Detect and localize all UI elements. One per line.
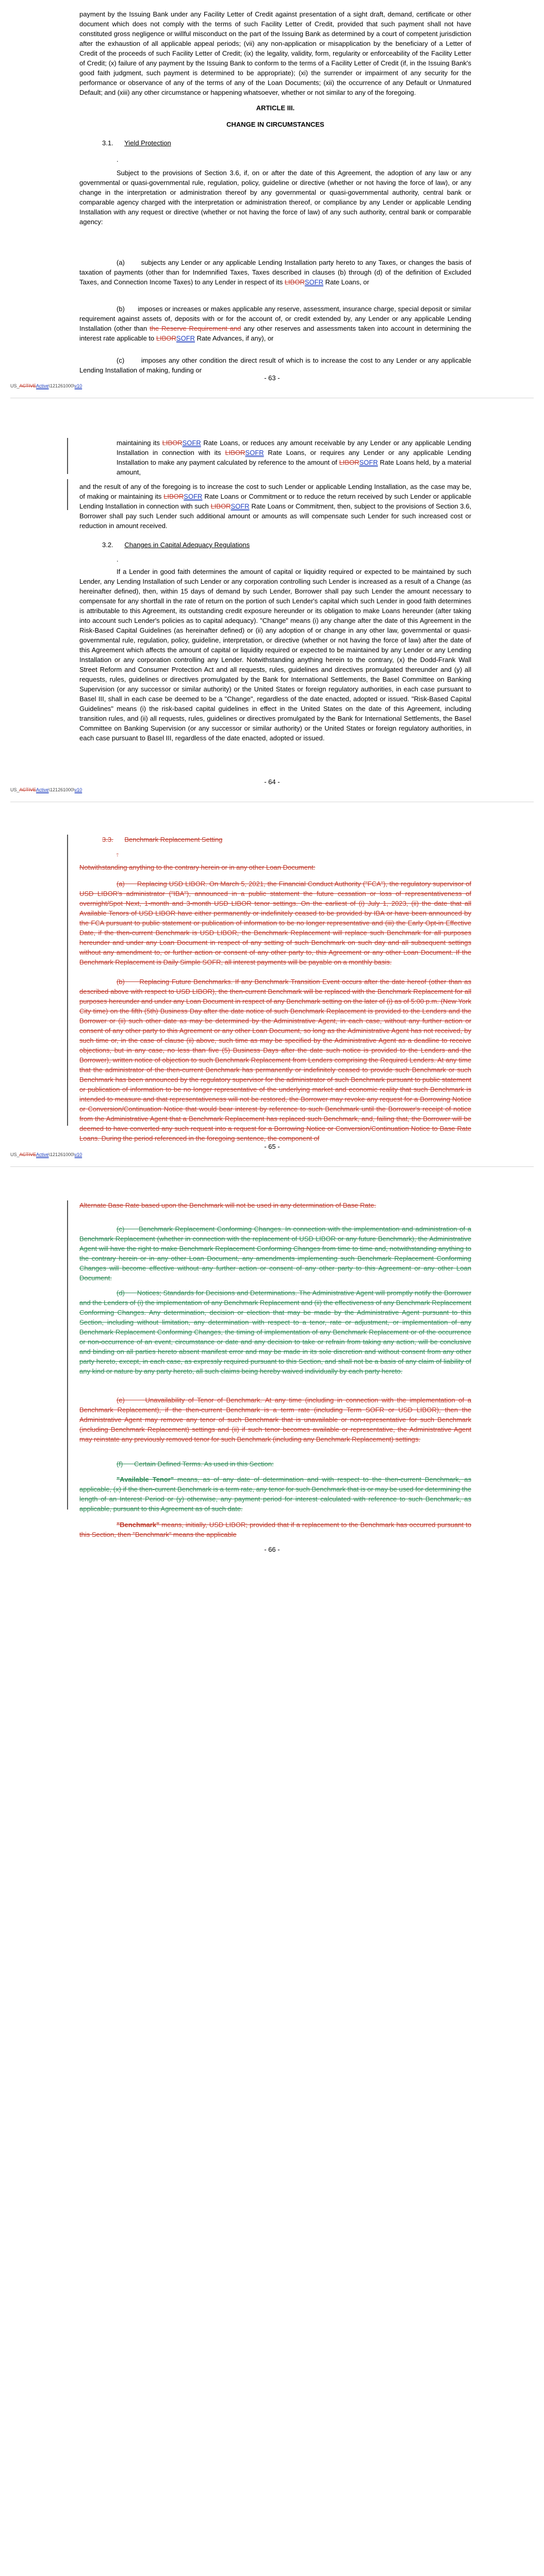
page63-intro: payment by the Issuing Bank under any Facility Letter of Credit against presentation of a sight draft, demand, certificate or other document which does not comply with the terms of such Facility Letter of Credit, provided that such payment shall not have constituted gross negligence or willful misconduct on the part of the Issuing Bank as determined by a court of competent jurisdiction after the exhaustion of all applicable appeal periods; (vii) any non-application or misapplication by the beneficiary of a Letter of Credit of the proceeds of such Facility Letter of Credit; (ix) the legality, validity, form, regularity or enforceability of the Facility Letter of Credit; (x) failure of any payment by the Issuing Bank to conform to the terms of a Facility Letter of Credit (if, in the Issuing Bank's good faith judgment, such payment is determined to be appropriate); (xi) the surrender or impairment of any security for the performance or observance of any of the terms of any of the Loan Documents; (xii) the occurrence of any Default or Unmatured Default; and (xiii) any other circumstance or happening whatsoever, whether or not similar to any of the foregoing.	[79, 10, 471, 96]
clause-3-3-e: (e) Unavailability of Tenor of Benchmark. At any time (including in connection with the implementation of a Benchmark Replacement), if the then-current Benchmark is a term rate (including Term SOFR or USD LIBOR), then the Administrative Agent may remove any tenor of such Benchmark that is unavailable or non-representative for such Benchmark (including Benchmark Replacement) settings and (ii) if such tenor becomes available or representative, the Administrative Agent may reinstate any previously removed tenor for such Benchmark (including any Benchmark Replacement) settings.	[79, 1396, 471, 1443]
article-heading: ARTICLE III.	[256, 104, 295, 112]
clause-3-3-a: (a) Replacing USD LIBOR. On March 5, 2021, the Financial Conduct Authority ("FCA"), the regulatory supervisor of USD LIBOR's administrator ("IBA"), announced in a public statement the future cessation or loss of representativeness of overnight/Spot Next, 1-month and 3-month USD LIBOR tenor settings. On the earliest of (i) July 1, 2023, (ii) the date that all Available Tenors of USD LIBOR have either permanently or indefinitely ceased to be provided by IBA or have been announced by the FCA pursuant to public statement or publication of information to be no longer representative and (iii) the Early Opt-in Effective Date, if the then-current Benchmark is USD LIBOR, the Benchmark Replacement will replace such Benchmark for all purposes hereunder and under any Loan Document in respect of any setting of such Benchmark on such day and all subsequent settings without any amendment to, or further action or consent of any other party to, this Agreement or any other Loan Document. If the Benchmark Replacement is Daily Simple SOFR, all interest payments will be payable on a monthly basis.	[79, 880, 472, 966]
article-title: CHANGE IN CIRCUMSTANCES	[226, 121, 324, 128]
clause-label: (b)	[117, 305, 125, 313]
deleted-libor: LIBOR	[284, 278, 305, 286]
section-3-1-body: Subject to the provisions of Section 3.6, if, on or after the date of this Agreement, the adoption of any law or any governmental or quasi-governmental rule, regulation, policy, guideline or directive (whether or not having the force of law), or any change in the interpretation or administration thereof by any governmental or quasi-governmental authority, central bank or comparable agency charged with the interpretation or administration thereof, or compliance by any Lender or applicable Lending Installation with any request or directive (whether or not having the force of law) of any such authority, central bank or comparable agency:	[79, 169, 471, 226]
definition-available-tenor: "Available Tenor" means, as of any date of determination and with respect to the then-current Benchmark, as applicable, (x) if the then-current Benchmark is a term rate, any tenor for such Benchmark that is or may be used for determining the length of an Interest Period or (y) otherwise, any payment period for interest calculated with reference to such Benchmark, as applicable, pursuant to this Agreement as of such date.	[79, 1476, 471, 1513]
clause-3-3-b: (b) Replacing Future Benchmarks. If any Benchmark Transition Event occurs after the date hereof (other than as described above with respect to USD LIBOR), the then-current Benchmark will be replaced with the Benchmark Replacement for all purposes hereunder and under any Loan Document in respect of any Benchmark setting on the later of (i) as of 5:00 p.m. (New York City time) on the fifth (5th) Business Day after the date notice of such Benchmark Replacement is provided to the Lenders and the Borrower or (ii) such other date as may be determined by the Administrative Agent, in each case, without any further action or consent of any other party to this Agreement or any other Loan Document, so long as the Administrative Agent has not received, by such time or, in the case of clause (ii) above, such time as may be specified by the Administrative Agent as a deadline to receive objections, but in any case, no less than five (5) Business Days after the date such notice is provided to the Lenders and the Borrower), written notice of objection to such Benchmark Replacement from Lenders comprising the Required Lenders. At any time that the administrator of the then-current Benchmark has permanently or indefinitely ceased to provide such Benchmark or such Benchmark has been announced by the regulatory supervisor for the administrator of such Benchmark pursuant to public statement or publication of information to be no longer representative of the underlying market and economic reality that such Benchmark is intended to measure and that representativeness will not be restored, the Borrower may revoke any request for a Borrowing Notice or Conversion/Continuation Notice that would bear interest by reference to such Benchmark until the Borrower's receipt of notice from the Administrative Agent that a Benchmark Replacement has replaced such Benchmark, and, failing that, the Borrower will be deemed to have converted any such request into a request for a Borrowing Notice or Conversion/Continuation Notice to Base Rate Loans. During the period referenced in the foregoing sentence, the component of	[79, 978, 471, 1142]
clause-label: (a)	[117, 259, 125, 266]
page-number: - 63 -	[264, 374, 280, 382]
document-id: US_ACTIVEActive\121261000\v10	[10, 787, 83, 792]
change-bar	[67, 835, 68, 1126]
clause-a: (a) subjects any Lender or any applicable Lending Installation party hereto to any Taxes, or changes the basis of taxation of payments (other than for Indemnified Taxes, Taxes described in clauses (b) through (d) of the definition of Excluded Taxes, and Connection Income Taxes) to any Lender in respect of its LIBORSOFR Rate Loans, or	[79, 259, 471, 286]
deleted-libor: LIBOR	[156, 334, 176, 342]
deleted-text: the Reserve Requirement and	[150, 325, 241, 332]
inserted-sofr: SOFR	[176, 334, 195, 342]
page-number: - 66 -	[264, 1546, 280, 1553]
clause-label: (c)	[117, 357, 125, 364]
section-3-1-tail: and the result of any of the foregoing is to increase the cost to such Lender or applicable Lending Installation, as the case may be, of making or maintaining its LIBORSOFR Rate Loans or Commitment or to reduce the return received by such Lender or applicable Lending Installation in connection with such LIBORSOFR Rate Loans or Commitment, then, subject to the provisions of Section 3.6, Borrower shall pay such Lender such additional amount or amounts as will compensate such Lender for such increased cost or reduction in amount received.	[79, 483, 471, 530]
section-3-2-heading: 3.2. Changes in Capital Adequacy Regulations	[102, 541, 250, 549]
section-title: Yield Protection	[124, 139, 171, 147]
section-3-3-lead: Notwithstanding anything to the contrary herein or in any other Loan Document:	[79, 863, 316, 871]
inserted-sofr: SOFR	[304, 278, 324, 286]
section-number: 3.1.	[102, 139, 113, 147]
clause-b: (b) imposes or increases or makes applicable any reserve, assessment, insurance charge, special deposit or similar requirement against assets of, deposits with or for the account of, or credit extended by, any Lender or any applicable Lending Installation (other than the Reserve Requirement and any other reserves and assessments taken into account in determining the interest rate applicable to LIBORSOFR Rate Advances, if any), or	[79, 305, 471, 342]
clause-3-3-f: (f) Certain Defined Terms. As used in this Section:	[117, 1460, 274, 1468]
continued-clause-c: maintaining its LIBORSOFR Rate Loans, or reduces any amount receivable by any Lender or any applicable Lending Installation in connection with its LIBORSOFR Rate Loans, or requires any Lender or any applicable Lending Installation to make any payment calculated by reference to the amount of LIBORSOFR Rate Loans held, by a material amount,	[117, 439, 472, 476]
change-bar	[67, 438, 68, 474]
change-bar	[67, 479, 68, 510]
definition-benchmark: "Benchmark" means, initially, USD LIBOR; provided that if a replacement to the Benchmark has occurred pursuant to this Section, then "Benchmark" means the applicable	[79, 1521, 471, 1538]
clause-c: (c) imposes any other condition the direct result of which is to increase the cost to any Lender or any applicable Lending Installation of making, funding or	[79, 357, 471, 374]
clause-3-3-c: (c) Benchmark Replacement Conforming Changes. In connection with the implementation and administration of a Benchmark Replacement (whether in connection with the replacement of USD LIBOR or any future Benchmark), the Administrative Agent will have the right to make Benchmark Replacement Conforming Changes from time to time and, notwithstanding anything to the contrary herein or in any other Loan Document, any amendments implementing such Benchmark Replacement Conforming Changes will become effective without any further action or consent of any other party to this Agreement or any other Loan Document.	[79, 1225, 471, 1282]
section-3-3-heading: 3.3. Benchmark Replacement Setting	[102, 836, 223, 843]
section-3-1-heading	[79, 138, 471, 148]
page-number: - 65 -	[264, 1143, 280, 1150]
document-id: US_ACTIVEActive\121261000\v10	[10, 383, 83, 388]
change-bar	[67, 1200, 68, 1510]
page-divider	[10, 1166, 534, 1167]
section-3-2-body: If a Lender in good faith determines the amount of capital or liquidity required or expected to be maintained by such Lender, any Lending Installation of such Lender or any corporation controlling such Lender is increased as a result of a Change (as hereinafter defined), then, within 15 days of demand by such Lender, Borrower shall pay such Lender the amount necessary to compensate for any shortfall in the rate of return on the portion of such Lender's capital which such Lender in good faith determines is attributable to this Agreement, its outstanding credit exposure hereunder or its obligation to make Loans hereunder (after taking into account such Lender's policies as to capital adequacy). "Change" means (i) any change after the date of this Agreement in the Risk-Based Capital Guidelines (as hereinafter defined) or (ii) any adoption of or change in any other law, governmental or quasi-governmental rule, regulation, policy, guideline, interpretation, or directive (whether or not having the force of law) after the date of this Agreement which affects the amount of capital or liquidity required or expected to be maintained by any Lender or any Lending Installation or any corporation controlling any Lender. Notwithstanding anything herein to the contrary, (x) the Dodd-Frank Wall Street Reform and Consumer Protection Act and all requests, rules, guidelines and directives promulgated thereunder and (y) all requests, rules, guidelines or directives promulgated by the Bank for International Settlements, the Basel Committee on Banking Supervision (or any successor or similar authority) or the United States or foreign regulatory authorities, in each case pursuant to Basel III, shall in each case be deemed to be a "Change", regardless of the date enacted, adopted or issued. "Risk-Based Capital Guidelines" means (i) the risk-based capital guidelines in effect in the United States on the date of this Agreement, including transition rules, and (ii) all requests, rules, guidelines or directives promulgated by the Bank for International Settlements, the Basel Committee on Banking Supervision (or any successor or similar authority) or the United States or foreign regulatory authorities, in each case pursuant to Basel III, regardless of the date enacted, adopted or issued.	[79, 568, 471, 742]
continued-text: Alternate Base Rate based upon the Benchmark will not be used in any determination of Base Rate.	[79, 1201, 376, 1209]
page-number: - 64 -	[264, 778, 280, 786]
clause-3-3-d: (d) Notices; Standards for Decisions and Determinations. The Administrative Agent will promptly notify the Borrower and the Lenders of (i) the implementation of any Benchmark Replacement and (ii) the effectiveness of any Benchmark Replacement Conforming Changes. Any determination, decision or election that may be made by the Administrative Agent pursuant to this Section, including without limitation, any determination with respect to a tenor, rate or adjustment, or implementation of any Benchmark Replacement Conforming Changes, the timing of implementation of any Benchmark Replacement or of the occurrence or non-occurrence of an event, circumstance or date and any decision to take or refrain from taking any action, will be conclusive and binding on all parties hereto absent manifest error and may be made in its sole discretion and without consent from any other party hereto, except, in each case, as expressly required pursuant to this Section, and shall not be a basis of any claim of liability of any kind or nature by any party hereto, all such claims being hereby waived individually by each party hereto.	[79, 1289, 471, 1375]
document-id: US_ACTIVEActive\121261000\v10	[10, 1152, 83, 1157]
